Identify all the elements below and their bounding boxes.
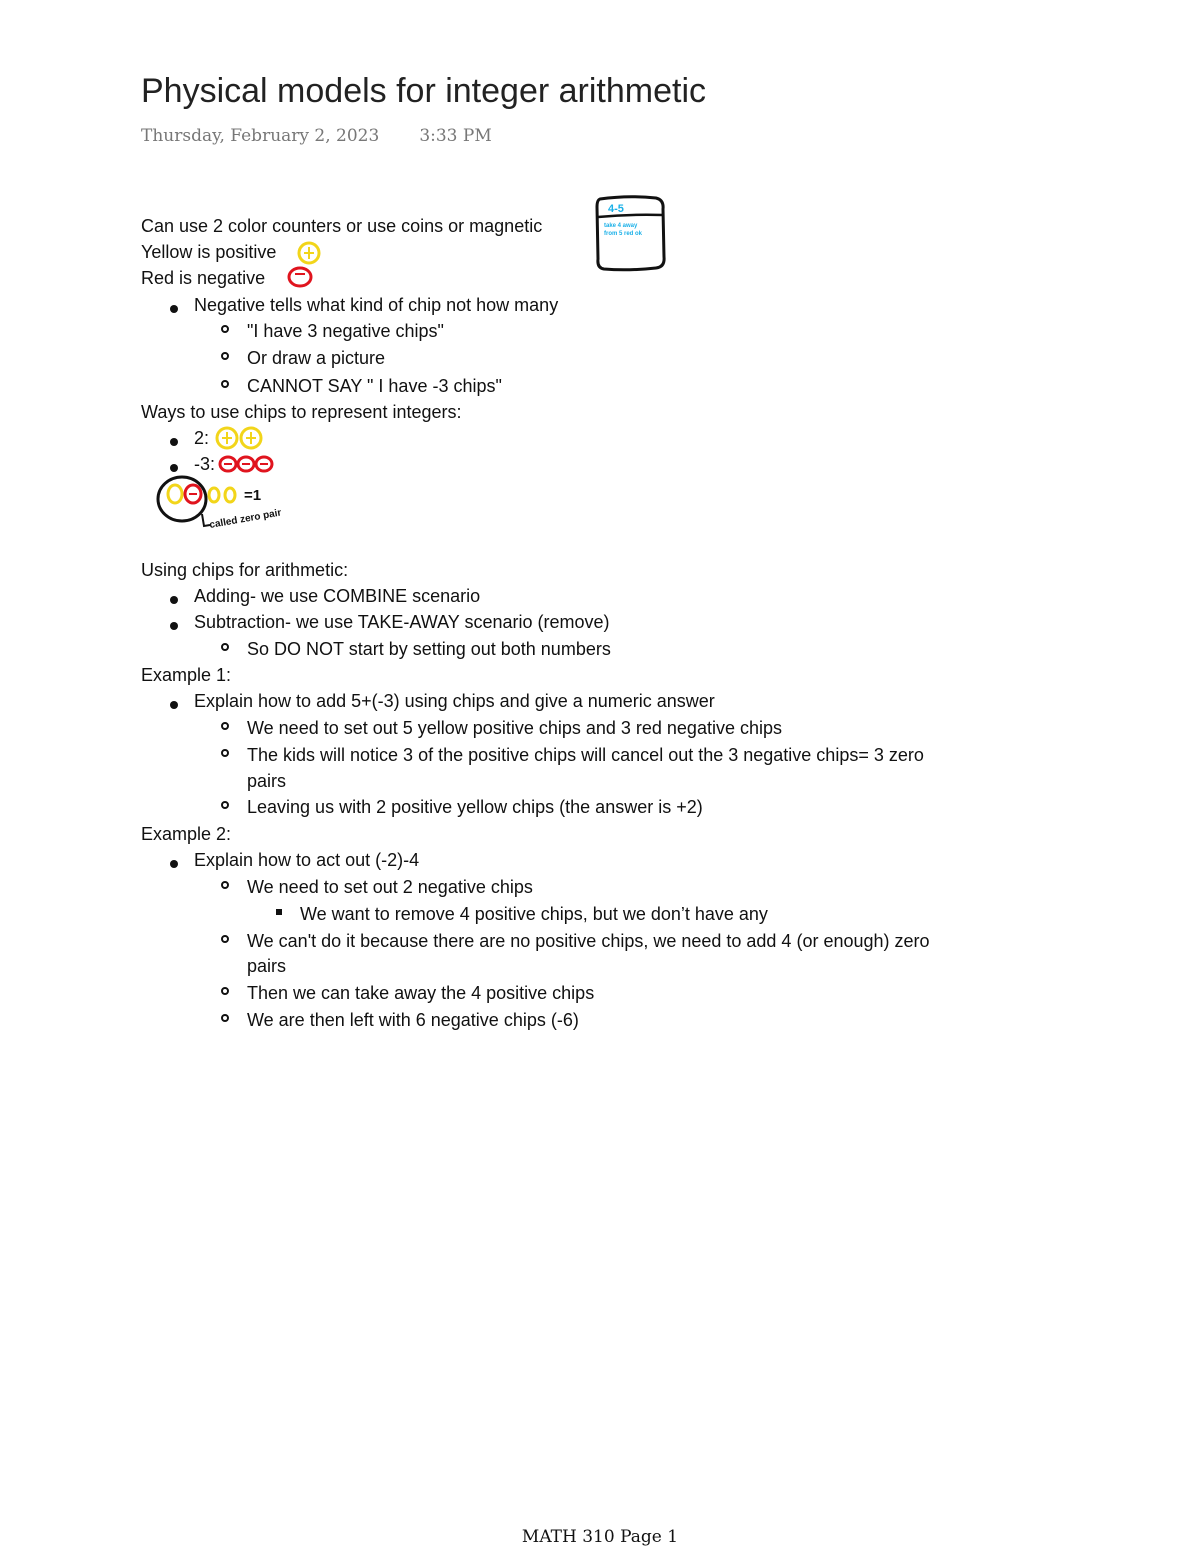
bullet-square <box>276 909 282 915</box>
yellow-label: Yellow is positive <box>141 242 277 262</box>
bullet-dot <box>170 464 178 472</box>
example2-step2: We can't do it because there are no positive chips, we need to add 4 (or enough) zero <box>247 931 930 951</box>
sketch-top-text: 4-5 <box>608 203 624 215</box>
example1-heading: Example 1: <box>141 665 232 685</box>
sub-cannot-say: CANNOT SAY " I have -3 chips" <box>247 376 502 396</box>
bullet-dot <box>170 305 178 313</box>
zero-pair-label: called zero pair <box>208 507 283 531</box>
bullet-dot <box>170 701 178 709</box>
red-label: Red is negative <box>141 268 266 288</box>
bullet-circle <box>221 801 229 809</box>
bullet-circle <box>221 935 229 943</box>
example2-step1a: We want to remove 4 positive chips, but we don’t have any <box>300 904 768 924</box>
positive-chip-icon <box>297 241 321 265</box>
bullet-dot <box>170 860 178 868</box>
bullet-circle <box>221 325 229 333</box>
example1-step3: Leaving us with 2 positive yellow chips (the answer is +2) <box>247 797 703 817</box>
bullet-circle <box>221 749 229 757</box>
bullet-dot <box>170 438 178 446</box>
bullet-circle <box>221 722 229 730</box>
bullet-dot <box>170 622 178 630</box>
sketch-box-drawing <box>594 195 668 273</box>
negative-chip-icon <box>287 266 313 288</box>
do-not-start-note: So DO NOT start by setting out both numbers <box>247 639 611 659</box>
three-negative-chips-drawing <box>219 455 273 473</box>
example1-step1: We need to set out 5 yellow positive chips and 3 red negative chips <box>247 718 782 738</box>
bullet-circle <box>221 380 229 388</box>
bullet-negative-kind: Negative tells what kind of chip not how many <box>194 295 559 315</box>
adding-combine: Adding- we use COMBINE scenario <box>194 586 481 606</box>
example1-task: Explain how to add 5+(-3) using chips and give a numeric answer <box>194 691 715 711</box>
subtraction-takeaway: Subtraction- we use TAKE-AWAY scenario (remove) <box>194 612 610 632</box>
sub-three-negative: "I have 3 negative chips" <box>247 321 444 341</box>
intro-line-counters: Can use 2 color counters or use coins or magnetic <box>141 216 543 236</box>
sketch-note-text: take 4 away from 5 red ok <box>604 223 643 237</box>
example2-heading: Example 2: <box>141 824 232 844</box>
arithmetic-heading: Using chips for arithmetic: <box>141 560 349 580</box>
page-date: Thursday, February 2, 2023 <box>141 126 380 146</box>
two-positive-chips-drawing <box>215 426 265 450</box>
page-footer: MATH 310 Page 1 <box>521 1527 679 1547</box>
example2-step4: We are then left with 6 negative chips (-6) <box>247 1010 579 1030</box>
bullet-circle <box>221 352 229 360</box>
represent-two-label: 2: <box>194 428 210 448</box>
intro-line-yellow <box>141 239 276 265</box>
zero-pair-drawing <box>152 474 322 538</box>
bullet-dot <box>170 596 178 604</box>
page-timestamp <box>141 126 492 146</box>
zero-pair-equation: =1 <box>244 487 262 504</box>
bullet-circle <box>221 987 229 995</box>
sub-draw-picture: Or draw a picture <box>247 348 386 368</box>
example1-step2-cont: pairs <box>247 771 287 791</box>
page-time: 3:33 PM <box>419 126 492 146</box>
represent-neg-three-label: -3: <box>194 454 216 474</box>
bullet-circle <box>221 643 229 651</box>
example2-step2-cont: pairs <box>247 956 287 976</box>
example2-task: Explain how to act out (-2)-4 <box>194 850 420 870</box>
intro-line-red <box>141 265 265 291</box>
represent-heading: Ways to use chips to represent integers: <box>141 402 462 422</box>
example1-step2: The kids will notice 3 of the positive chips will cancel out the 3 negative chips= 3 zero <box>247 745 924 765</box>
example2-step1: We need to set out 2 negative chips <box>247 877 533 897</box>
example2-step3: Then we can take away the 4 positive chips <box>247 983 595 1003</box>
bullet-circle <box>221 1014 229 1022</box>
bullet-circle <box>221 881 229 889</box>
page-title: Physical models for integer arithmetic <box>141 72 707 110</box>
